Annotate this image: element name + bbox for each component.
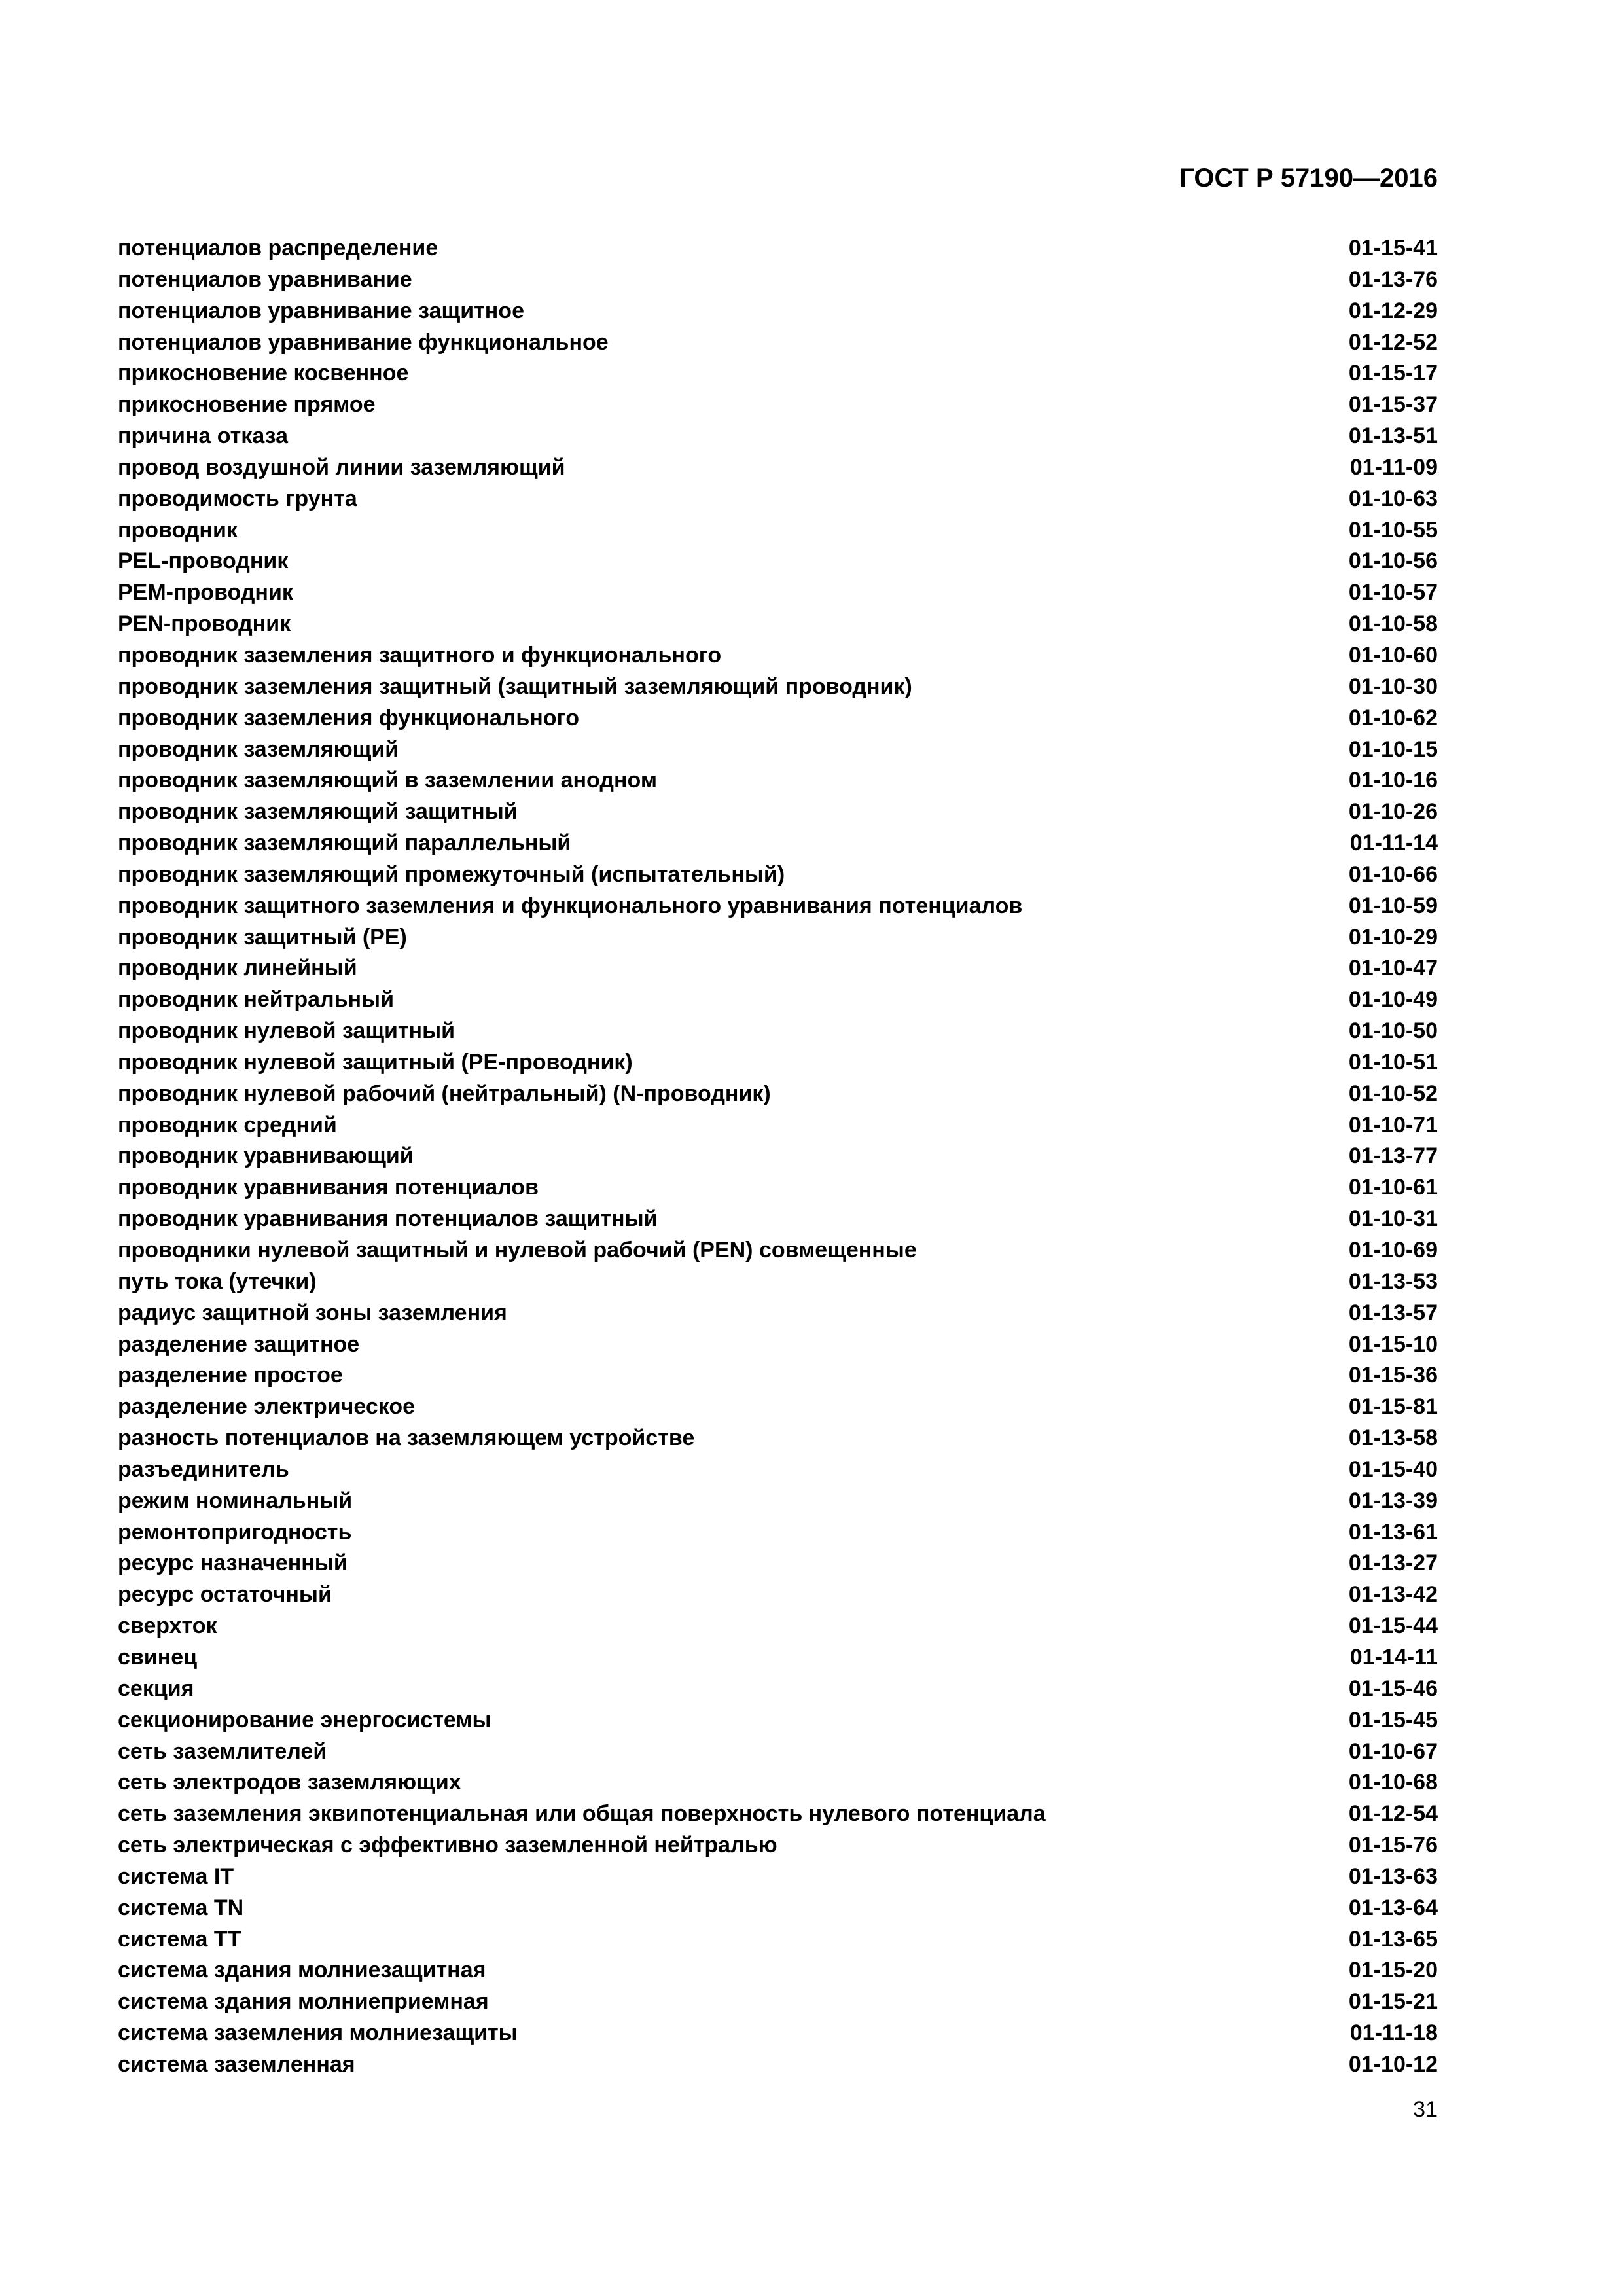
- index-entry: [118, 703, 1438, 734]
- index-entry: [118, 2049, 1438, 2081]
- index-entry: [118, 233, 1438, 264]
- index-entry: [118, 1266, 1438, 1298]
- index-term: проводник нулевой рабочий (нейтральный) (N-проводник): [118, 1081, 771, 1106]
- index-entry: [118, 1204, 1438, 1235]
- index-term: проводники нулевой защитный и нулевой рабочий (PEN) совмещенные: [118, 1238, 917, 1263]
- index-term: проводник линейный: [118, 956, 357, 981]
- index-entry: [118, 922, 1438, 954]
- page-number: 31: [1413, 2097, 1438, 2122]
- index-term: разность потенциалов на заземляющем устройстве: [118, 1426, 695, 1451]
- index-term: секционирование энергосистемы: [118, 1707, 491, 1732]
- index-term: проводник нулевой защитный (PE-проводник): [118, 1049, 633, 1075]
- index-entry: [118, 1047, 1438, 1079]
- index-code: 01-15-20: [1348, 1958, 1438, 1983]
- index-code: 01-13-64: [1348, 1895, 1438, 1920]
- index-term: разделение простое: [118, 1363, 343, 1388]
- index-code: 01-12-54: [1348, 1801, 1438, 1827]
- index-entry: [118, 1861, 1438, 1893]
- index-code: 01-10-66: [1348, 861, 1438, 887]
- index-entry: [118, 264, 1438, 296]
- index-term: сеть заземления эквипотенциальная или общая поверхность нулевого потенциала: [118, 1801, 1046, 1827]
- index-entry: [118, 358, 1438, 389]
- index-entry: [118, 891, 1438, 922]
- index-entry: [118, 984, 1438, 1016]
- index-entry: [118, 1016, 1438, 1047]
- index-entry: [118, 1110, 1438, 1141]
- index-entry: [118, 1141, 1438, 1172]
- index-code: 01-12-52: [1348, 329, 1438, 355]
- index-code: 01-13-65: [1348, 1926, 1438, 1952]
- index-term: проводник заземления защитный (защитный заземляющий проводник): [118, 673, 912, 699]
- index-term: проводник уравнивания потенциалов защитный: [118, 1206, 658, 1232]
- index-code: 01-10-67: [1348, 1738, 1438, 1764]
- index-term: система IT: [118, 1863, 234, 1889]
- index-code: 01-13-63: [1348, 1863, 1438, 1889]
- index-entry: [118, 1298, 1438, 1329]
- index-code: 01-15-21: [1348, 1989, 1438, 2015]
- index-term: сеть электрическая с эффективно заземленной нейтралью: [118, 1833, 777, 1858]
- index-code: 01-10-57: [1348, 580, 1438, 605]
- index-code: 01-11-14: [1349, 831, 1438, 856]
- index-code: 01-10-61: [1348, 1175, 1438, 1200]
- index-entry: [118, 1705, 1438, 1736]
- index-entry: [118, 1172, 1438, 1204]
- index-term: проводник уравнивающий: [118, 1143, 414, 1169]
- index-term: проводник нулевой защитный: [118, 1018, 455, 1044]
- index-code: 01-14-11: [1349, 1644, 1438, 1670]
- index-entry: [118, 1329, 1438, 1361]
- index-entry: [118, 1360, 1438, 1391]
- index-code: 01-15-36: [1348, 1363, 1438, 1388]
- index-term: система заземленная: [118, 2051, 355, 2077]
- index-entry: [118, 1611, 1438, 1642]
- index-entry: [118, 1986, 1438, 2018]
- index-term: проводник средний: [118, 1112, 337, 1138]
- index-code: 01-15-10: [1348, 1331, 1438, 1357]
- index-term: сеть электродов заземляющих: [118, 1770, 461, 1795]
- index-term: проводник заземляющий защитный: [118, 799, 518, 825]
- index-term: ресурс остаточный: [118, 1582, 332, 1607]
- index-term: проводник заземляющий: [118, 736, 399, 762]
- index-entry: [118, 734, 1438, 766]
- index-code: 01-13-39: [1348, 1488, 1438, 1513]
- index-term: проводник защитного заземления и функционального уравнивания потенциалов: [118, 893, 1023, 918]
- index-entry: [118, 2018, 1438, 2049]
- index-code: 01-13-76: [1348, 266, 1438, 292]
- index-code: 01-13-61: [1348, 1519, 1438, 1545]
- index-entry: [118, 1955, 1438, 1986]
- index-code: 01-10-26: [1348, 799, 1438, 825]
- index-term: сверхток: [118, 1613, 217, 1639]
- index-code: 01-10-52: [1348, 1081, 1438, 1106]
- index-code: 01-15-41: [1348, 236, 1438, 260]
- index-code: 01-11-09: [1349, 454, 1438, 480]
- index-term: потенциалов уравнивание функциональное: [118, 329, 609, 355]
- index-entry: [118, 609, 1438, 640]
- index-term: проводник заземляющий промежуточный (испытательный): [118, 861, 785, 887]
- index-term: проводимость грунта: [118, 486, 357, 511]
- index-code: 01-15-44: [1348, 1613, 1438, 1639]
- index-code: 01-10-47: [1348, 956, 1438, 981]
- index-entry: [118, 1391, 1438, 1423]
- index-code: 01-13-53: [1348, 1268, 1438, 1294]
- index-term: проводник заземления функционального: [118, 705, 580, 730]
- index-code: 01-10-68: [1348, 1770, 1438, 1795]
- index-term: секция: [118, 1676, 194, 1701]
- index-entry: [118, 1893, 1438, 1924]
- index-entry: [118, 672, 1438, 703]
- index-code: 01-10-58: [1348, 611, 1438, 637]
- index-term: потенциалов распределение: [118, 236, 438, 260]
- index-code: 01-10-59: [1348, 893, 1438, 918]
- index-term: радиус защитной зоны заземления: [118, 1300, 507, 1325]
- index-term: провод воздушной линии заземляющий: [118, 454, 565, 480]
- index-term: ресурс назначенный: [118, 1551, 348, 1576]
- index-entry: [118, 1736, 1438, 1768]
- index-code: 01-10-60: [1348, 642, 1438, 668]
- index-entry: [118, 1423, 1438, 1454]
- index-code: 01-13-58: [1348, 1426, 1438, 1451]
- index-code: 01-15-40: [1348, 1456, 1438, 1482]
- index-term: потенциалов уравнивание защитное: [118, 298, 524, 323]
- index-code: 01-10-63: [1348, 486, 1438, 511]
- index-code: 01-13-51: [1348, 423, 1438, 449]
- index-term: система здания молниезащитная: [118, 1958, 486, 1983]
- index-entry: [118, 828, 1438, 859]
- index-term: система заземления молниезащиты: [118, 2020, 518, 2046]
- index-entry: [118, 1548, 1438, 1579]
- index-term: система TT: [118, 1926, 241, 1952]
- index-term: свинец: [118, 1644, 198, 1670]
- index-term: проводник заземляющий в заземлении анодном: [118, 768, 657, 793]
- index-term: прикосновение косвенное: [118, 361, 409, 386]
- document-header: [118, 162, 1438, 194]
- index-entry: [118, 765, 1438, 797]
- index-term: проводник защитный (PE): [118, 924, 407, 950]
- index-code: 01-10-49: [1348, 987, 1438, 1013]
- index-entry: [118, 296, 1438, 327]
- index-entry: [118, 389, 1438, 421]
- index-entry: [118, 859, 1438, 891]
- index-code: 01-10-29: [1348, 924, 1438, 950]
- index-entry: [118, 953, 1438, 984]
- index-term: проводник нейтральный: [118, 987, 394, 1013]
- index-entry: [118, 797, 1438, 828]
- index-code: 01-10-55: [1348, 517, 1438, 543]
- index-term: система здания молниеприемная: [118, 1989, 489, 2015]
- index-code: 01-13-77: [1348, 1143, 1438, 1169]
- index-entry: [118, 1830, 1438, 1861]
- index-term: PEL-проводник: [118, 548, 289, 574]
- index-entry: [118, 577, 1438, 609]
- index-term: ремонтопригодность: [118, 1519, 352, 1545]
- index-code: 01-13-42: [1348, 1582, 1438, 1607]
- index-entry: [118, 452, 1438, 484]
- index-code: 01-10-69: [1348, 1238, 1438, 1263]
- index-entry: [118, 1767, 1438, 1799]
- index-entry: [118, 1642, 1438, 1674]
- index-entry: [118, 1079, 1438, 1110]
- index-term: проводник заземления защитного и функционального: [118, 642, 722, 668]
- index-term: разделение защитное: [118, 1331, 360, 1357]
- index-code: 01-10-50: [1348, 1018, 1438, 1044]
- index-term: проводник заземляющий параллельный: [118, 831, 571, 856]
- index-entry: [118, 327, 1438, 359]
- index-entry: [118, 546, 1438, 577]
- index-term: путь тока (утечки): [118, 1268, 317, 1294]
- index-code: 01-15-81: [1348, 1394, 1438, 1420]
- index-term: PEM-проводник: [118, 580, 293, 605]
- index-entry: [118, 1235, 1438, 1266]
- index-term: PEN-проводник: [118, 611, 291, 637]
- index-code: 01-11-18: [1349, 2020, 1438, 2046]
- index-term: причина отказа: [118, 423, 289, 449]
- index-entry: [118, 1924, 1438, 1956]
- index-entry: [118, 1517, 1438, 1549]
- index-code: 01-10-71: [1348, 1112, 1438, 1138]
- index-code: 01-15-45: [1348, 1707, 1438, 1732]
- index-code: 01-10-12: [1348, 2051, 1438, 2077]
- index-code: 01-15-76: [1348, 1833, 1438, 1858]
- document-id: ГОСТ Р 57190—2016: [1179, 164, 1438, 192]
- index-code: 01-10-31: [1348, 1206, 1438, 1232]
- index-code: 01-10-15: [1348, 736, 1438, 762]
- index-code: 01-12-29: [1348, 298, 1438, 323]
- term-index-list: [118, 233, 1438, 2081]
- index-term: прикосновение прямое: [118, 392, 376, 418]
- index-entry: [118, 1579, 1438, 1611]
- index-entry: [118, 515, 1438, 547]
- index-code: 01-13-57: [1348, 1300, 1438, 1325]
- index-entry: [118, 1674, 1438, 1705]
- index-code: 01-10-62: [1348, 705, 1438, 730]
- index-code: 01-10-51: [1348, 1049, 1438, 1075]
- index-entry: [118, 1454, 1438, 1486]
- index-code: 01-15-46: [1348, 1676, 1438, 1701]
- index-code: 01-10-56: [1348, 548, 1438, 574]
- index-term: разделение электрическое: [118, 1394, 416, 1420]
- index-term: потенциалов уравнивание: [118, 266, 412, 292]
- index-entry: [118, 640, 1438, 672]
- index-entry: [118, 421, 1438, 452]
- index-term: сеть заземлителей: [118, 1738, 327, 1764]
- index-code: 01-15-37: [1348, 392, 1438, 418]
- index-entry: [118, 1486, 1438, 1517]
- index-code: 01-10-30: [1348, 673, 1438, 699]
- index-code: 01-15-17: [1348, 361, 1438, 386]
- index-term: проводник: [118, 517, 238, 543]
- index-term: система TN: [118, 1895, 244, 1920]
- index-code: 01-10-16: [1348, 768, 1438, 793]
- index-entry: [118, 1799, 1438, 1830]
- index-entry: [118, 484, 1438, 515]
- index-code: 01-13-27: [1348, 1551, 1438, 1576]
- index-term: разъединитель: [118, 1456, 289, 1482]
- index-term: проводник уравнивания потенциалов: [118, 1175, 539, 1200]
- index-term: режим номинальный: [118, 1488, 353, 1513]
